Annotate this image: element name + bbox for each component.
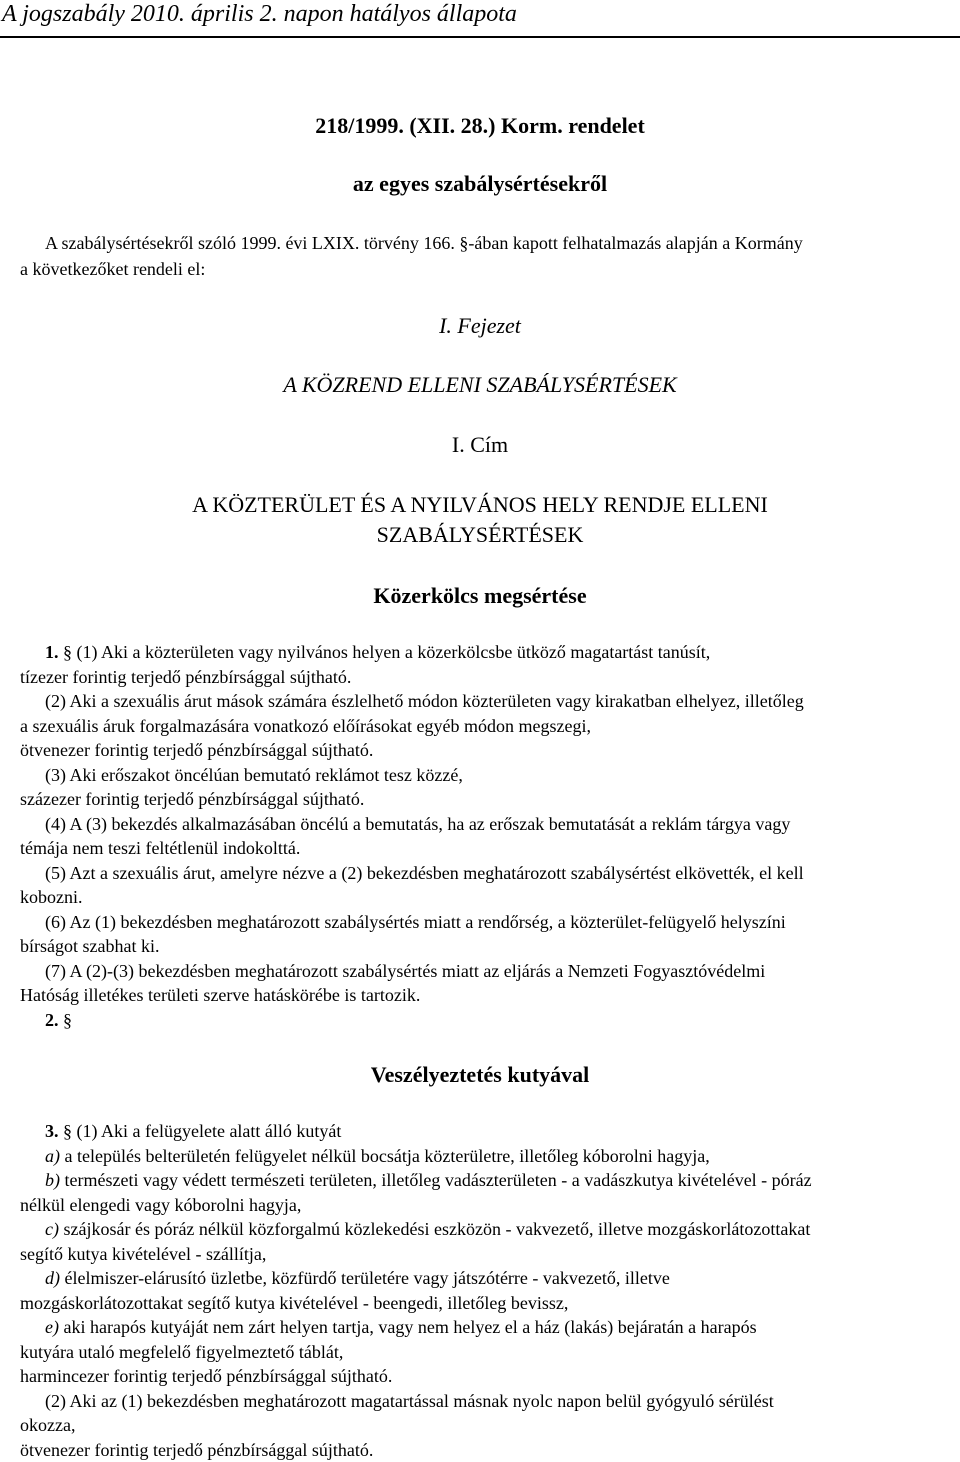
paragraph-line: ötvenezer forintig terjedő pénzbírsággal sújtható. [20, 738, 940, 763]
chapter-title: A KÖZREND ELLENI SZABÁLYSÉRTÉSEK [0, 370, 960, 400]
paragraph-line: százezer forintig terjedő pénzbírsággal sújtható. [20, 787, 940, 812]
item-text: kutyára utaló megfelelő figyelmeztető táblát, [20, 1340, 940, 1365]
effective-date-note: A jogszabály 2010. április 2. napon hatályos állapota [2, 0, 517, 28]
paragraph-line: (6) Az (1) bekezdésben meghatározott szabálysértés miatt a rendőrség, a közterület-felügyelő helyszíni [20, 910, 940, 935]
list-item [20, 1168, 940, 1193]
item-text: a település belterületén felügyelet nélkül bocsátja közterületre, illetőleg kóborolni hagyja, [60, 1146, 710, 1166]
preamble [20, 230, 940, 282]
list-item [20, 1266, 940, 1291]
paragraph-line: (4) A (3) bekezdés alkalmazásában öncélú a bemutatás, ha az erőszak bemutatását a reklám tárgya vagy [20, 812, 940, 837]
item-text: aki harapós kutyáját nem zárt helyen tartja, vagy nem helyez el a ház (lakás) bejáratán a harapós [59, 1317, 757, 1337]
item-letter: e) [45, 1317, 59, 1337]
paragraph-line: tízezer forintig terjedő pénzbírsággal sújtható. [20, 665, 940, 690]
item-text: segítő kutya kivételével - szállítja, [20, 1242, 940, 1267]
title-number: I. Cím [0, 430, 960, 460]
header-divider [0, 36, 960, 38]
decree-title: 218/1999. (XII. 28.) Korm. rendelet [0, 112, 960, 140]
section-heading-public-morals: Közerkölcs megsértése [0, 581, 960, 611]
list-item [20, 1315, 940, 1340]
title-name-line: SZABÁLYSÉRTÉSEK [0, 520, 960, 550]
section-sign: § [63, 1010, 72, 1030]
paragraph-line: (7) A (2)-(3) bekezdésben meghatározott szabálysértés miatt az eljárás a Nemzeti Fogyasztóvédelmi [20, 959, 940, 984]
list-item [20, 1144, 940, 1169]
paragraph-line: (2) Aki az (1) bekezdésben meghatározott magatartással másnak nyolc napon belül gyógyuló sérülést [20, 1389, 940, 1414]
paragraph-line: (2) Aki a szexuális árut mások számára észlelhető módon közterületen vagy kirakatban elhelyez, illetőleg [20, 689, 940, 714]
item-text: nélkül elengedi vagy kóborolni hagyja, [20, 1193, 940, 1218]
section-heading-dog-endangerment: Veszélyeztetés kutyával [0, 1060, 960, 1090]
section-sign: § [63, 1121, 72, 1141]
section-2-line [20, 1008, 940, 1033]
preamble-line: a következőket rendeli el: [20, 256, 940, 282]
section-number: 2. [45, 1010, 59, 1030]
preamble-line: A szabálysértésekről szóló 1999. évi LXIX. törvény 166. §-ában kapott felhatalmazás alapján a Kormány [20, 230, 940, 256]
section-1-first-line [20, 640, 940, 665]
section-number: 3. [45, 1121, 59, 1141]
item-text: természeti vagy védett természeti területen, illetőleg vadászterületen - a vadászkutya kivételével - póráz [60, 1170, 812, 1190]
section-sign: § [63, 642, 72, 662]
decree-subtitle: az egyes szabálysértésekről [0, 170, 960, 198]
item-text: szájkosár és póráz nélkül közforgalmú közlekedési eszközön - vakvezető, illetve mozgáskorlátozottakat [59, 1219, 810, 1239]
paragraph-line: Hatóság illetékes területi szerve hatáskörébe is tartozik. [20, 983, 940, 1008]
paragraph-line: (5) Azt a szexuális árut, amelyre nézve a (2) bekezdésben meghatározott szabálysértést elkövették, el kell [20, 861, 940, 886]
paragraph-line: (1) Aki a közterületen vagy nyilvános helyen a közerkölcsbe ütköző magatartást tanúsít, [72, 642, 710, 662]
section-1-body [20, 640, 940, 1032]
document-header [0, 0, 960, 42]
title-name [0, 490, 960, 550]
item-text: mozgáskorlátozottakat segítő kutya kivételével - beengedi, illetőleg bevissz, [20, 1291, 940, 1316]
paragraph-line: bírságot szabhat ki. [20, 934, 940, 959]
list-item [20, 1217, 940, 1242]
item-letter: c) [45, 1219, 59, 1239]
paragraph-line: (1) Aki a felügyelete alatt álló kutyát [72, 1121, 341, 1141]
item-letter: a) [45, 1146, 60, 1166]
penalty-line: ötvenezer forintig terjedő pénzbírsággal sújtható. [20, 1438, 940, 1462]
item-letter: d) [45, 1268, 60, 1288]
chapter-number: I. Fejezet [0, 311, 960, 341]
title-name-line: A KÖZTERÜLET ÉS A NYILVÁNOS HELY RENDJE ELLENI [0, 490, 960, 520]
section-3-body [20, 1119, 940, 1462]
penalty-line: harmincezer forintig terjedő pénzbírsággal sújtható. [20, 1364, 940, 1389]
section-3-first-line [20, 1119, 940, 1144]
paragraph-line: a szexuális áruk forgalmazására vonatkozó előírásokat egyéb módon megszegi, [20, 714, 940, 739]
paragraph-line: témája nem teszi feltétlenül indokolttá. [20, 836, 940, 861]
item-letter: b) [45, 1170, 60, 1190]
section-number: 1. [45, 642, 59, 662]
paragraph-line: (3) Aki erőszakot öncélúan bemutató reklámot tesz közzé, [20, 763, 940, 788]
paragraph-line: okozza, [20, 1413, 940, 1438]
item-text: élelmiszer-elárusító üzletbe, közfürdő területére vagy játszótérre - vakvezető, illetve [60, 1268, 670, 1288]
paragraph-line: kobozni. [20, 885, 940, 910]
